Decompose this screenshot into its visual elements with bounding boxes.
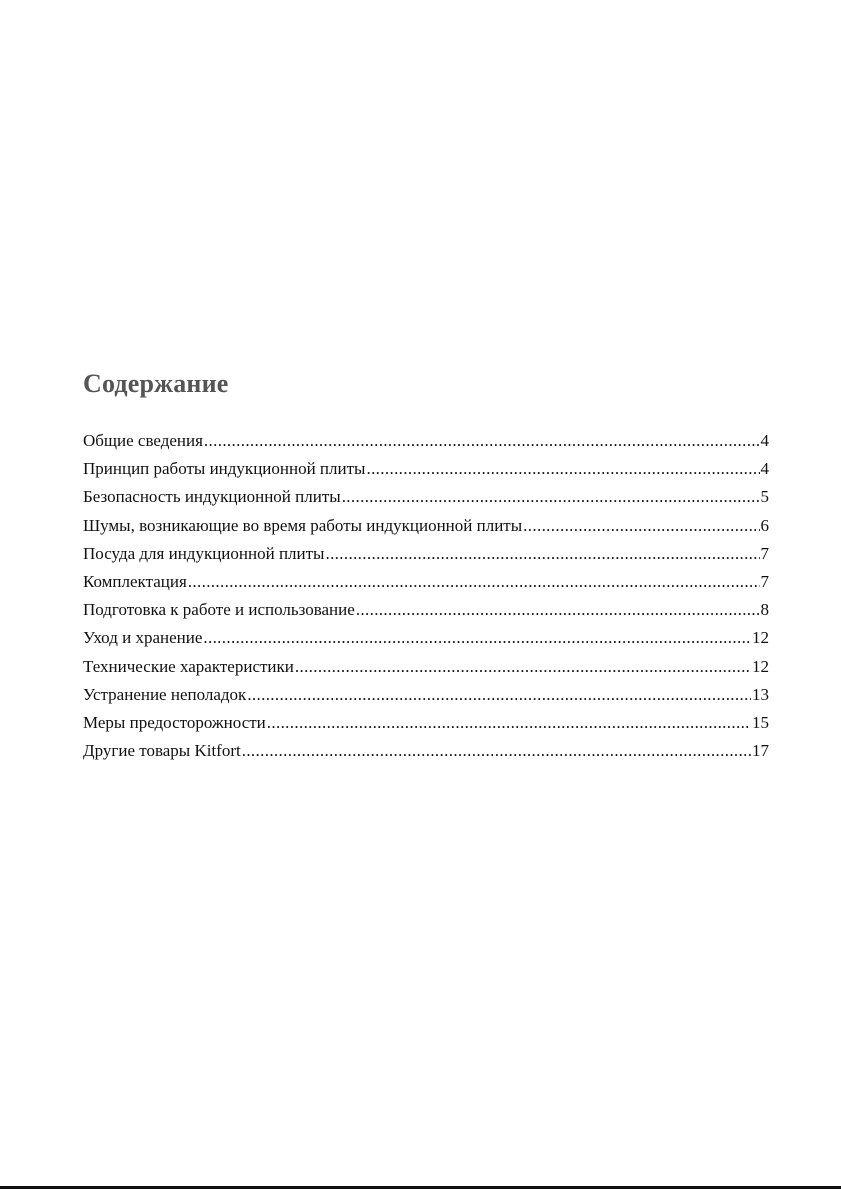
toc-entry-page: 6 (760, 515, 769, 535)
toc-entry-title: Посуда для индукционной плиты (83, 543, 325, 563)
toc-leader-dots (366, 455, 759, 483)
page-title: Содержание (83, 369, 229, 398)
toc-entry-title: Меры предосторожности (83, 712, 266, 732)
toc-entry-page: 8 (760, 600, 769, 620)
toc-leader-dots (242, 737, 751, 765)
toc-entry[interactable] (83, 512, 769, 540)
toc-entry-page: 4 (760, 459, 769, 479)
toc-entry-title: Устранение неполадок (83, 684, 247, 704)
toc-entry-page: 15 (752, 712, 769, 732)
toc-leader-dots (203, 624, 751, 652)
table-of-contents (83, 427, 769, 765)
toc-entry-title: Общие сведения (83, 431, 203, 450)
toc-leader-dots (295, 653, 751, 681)
toc-entry-title: Принцип работы индукционной плиты (83, 459, 366, 479)
toc-entry[interactable] (83, 653, 769, 681)
toc-entry-page: 5 (760, 487, 769, 507)
toc-leader-dots (247, 681, 751, 709)
toc-leader-dots (342, 483, 760, 511)
toc-leader-dots (325, 540, 759, 568)
toc-entry-title: Подготовка к работе и использование (83, 600, 355, 620)
toc-entry-page: 7 (760, 571, 769, 591)
toc-entry[interactable] (83, 568, 769, 596)
toc-entry-title: Безопасность индукционной плиты (83, 487, 341, 507)
toc-leader-dots (204, 427, 760, 455)
toc-entry[interactable] (83, 709, 769, 737)
toc-entry[interactable] (83, 624, 769, 652)
toc-entry-title: Уход и хранение (83, 628, 203, 648)
toc-entry[interactable] (83, 681, 769, 709)
toc-entry-title: Другие товары Kitfort (83, 741, 241, 761)
toc-entry[interactable] (83, 596, 769, 624)
toc-entry[interactable] (83, 427, 769, 455)
toc-entry[interactable] (83, 540, 769, 568)
toc-entry[interactable] (83, 455, 769, 483)
toc-leader-dots (356, 596, 760, 624)
toc-entry-title: Комплектация (83, 571, 187, 591)
toc-entry-page: 12 (752, 628, 769, 648)
toc-entry-page: 4 (760, 431, 769, 450)
toc-entry-title: Шумы, возникающие во время работы индукционной плиты (83, 515, 523, 535)
toc-entry[interactable] (83, 737, 769, 765)
toc-entry-page: 17 (752, 741, 769, 761)
toc-entry-title: Технические характеристики (83, 656, 294, 676)
toc-entry-page: 13 (752, 684, 769, 704)
toc-leader-dots (267, 709, 751, 737)
toc-leader-dots (523, 512, 759, 540)
toc-entry-page: 12 (752, 656, 769, 676)
toc-leader-dots (188, 568, 760, 596)
toc-entry-page: 7 (760, 543, 769, 563)
toc-entry[interactable] (83, 483, 769, 511)
